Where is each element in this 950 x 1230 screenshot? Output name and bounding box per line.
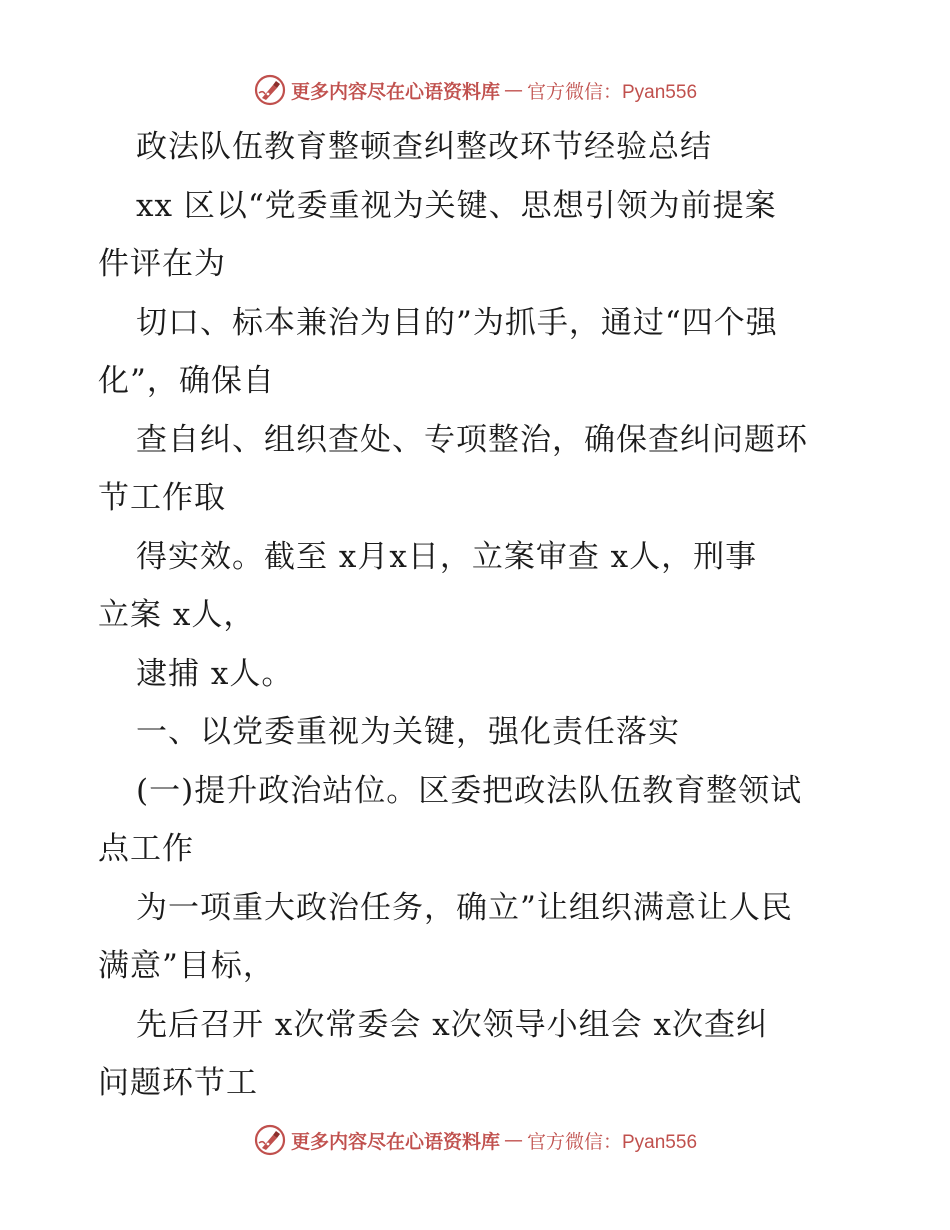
banner-contact: 官方微信：Pyan556 [527,81,698,103]
text-line: xx 区以“党委重视为关键、思想引领为前提案 [136,187,777,224]
pen-nib-logo-icon [253,1123,287,1157]
banner-contact: 官方微信：Pyan556 [527,1131,698,1153]
text-line: 一、以党委重视为关键，强化责任落实 [136,714,680,750]
text-line: 问题环节工 [98,1065,258,1101]
text-line: 化”，确保自 [98,363,275,399]
text-line: (一)提升政治站位。区委把政法队伍教育整领试 [136,772,803,809]
text-line: 立案 x人， [98,597,256,633]
banner-text: 更多内容尽在心语资料库 [290,80,500,103]
footer-banner [0,1120,950,1160]
text-line: 点工作 [98,831,194,867]
text-line: 节工作取 [98,480,226,516]
text-line: 查自纠、组织查处、专项整治，确保查纠问题环 [136,421,808,458]
pen-nib-logo-icon [253,73,287,107]
banner-separator: — [504,79,523,101]
text-line: 切口、标本兼治为目的”为抓手，通过“四个强 [136,304,778,341]
text-line: 政法队伍教育整顿查纠整改环节经验总结 [136,129,712,165]
header-banner [0,70,950,110]
document-body [98,118,858,1113]
banner-text: 更多内容尽在心语资料库 [290,1130,500,1153]
text-line: 得实效。截至 x月x日，立案审查 x人，刑事 [136,538,758,575]
text-line: 先后召开 x次常委会 x次领导小组会 x次查纠 [136,1006,769,1043]
text-line: 逮捕 x人。 [136,655,294,692]
text-line: 满意”目标， [98,948,275,984]
text-line: 为一项重大政治任务，确立”让组织满意让人民 [136,889,793,926]
banner-separator: — [504,1129,523,1151]
text-line: 件评在为 [98,246,226,282]
